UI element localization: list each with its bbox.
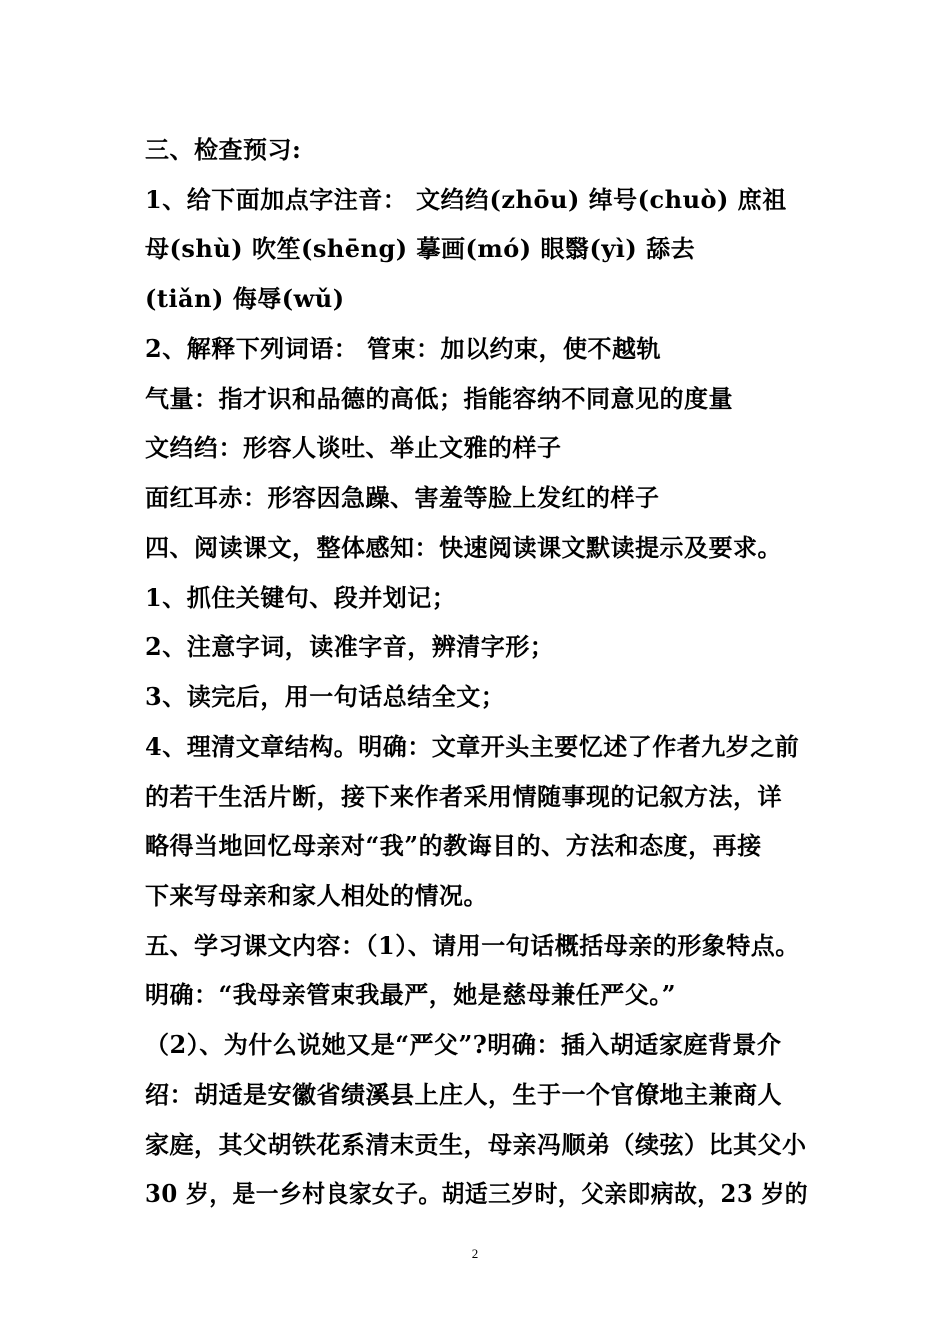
text-line: 家庭，其父胡铁花系清末贡生，母亲冯顺弟（续弦）比其父小	[145, 1130, 807, 1159]
text-line: 四、阅读课文，整体感知：快速阅读课文默读提示及要求。	[145, 533, 782, 562]
text-line: 文绉绉：形容人谈吐、举止文雅的样子	[145, 433, 562, 462]
text-line: 30 岁，是一乡村良家女子。胡适三岁时，父亲即病故，23 岁的	[145, 1179, 809, 1208]
text-line: 绍：胡适是安徽省绩溪县上庄人，生于一个官僚地主兼商人	[145, 1080, 782, 1109]
text-line: 2、解释下列词语： 管束：加以约束，使不越轨	[145, 334, 662, 363]
text-line: 略得当地回忆母亲对“我”的教诲目的、方法和态度，再接	[145, 831, 762, 860]
text-line: (tiǎn) 侮辱(wǔ)	[145, 284, 345, 313]
text-line: 三、检查预习:	[145, 135, 302, 164]
text-line: 4、理清文章结构。明确：文章开头主要忆述了作者九岁之前	[145, 732, 800, 761]
text-line: 下来写母亲和家人相处的情况。	[145, 881, 488, 910]
text-line: 气量：指才识和品德的高低；指能容纳不同意见的度量	[145, 384, 733, 413]
text-line: 五、学习课文内容：（1）、请用一句话概括母亲的形象特点。	[145, 931, 800, 960]
text-line: （2）、为什么说她又是“严父”?明确：插入胡适家庭背景介	[145, 1030, 782, 1059]
text-line: 明确：“我母亲管束我最严，她是慈母兼任严父。”	[145, 980, 677, 1009]
text-line: 1、给下面加点字注音： 文绉绉(zhōu) 绰号(chuò) 庶祖	[145, 185, 787, 214]
text-line: 3、读完后，用一句话总结全文；	[145, 682, 506, 711]
text-line: 2、注意字词，读准字音，辨清字形；	[145, 632, 555, 661]
text-line: 母(shù) 吹笙(shēng) 摹画(mó) 眼翳(yì) 舔去	[145, 234, 696, 263]
text-line: 1、抓住关键句、段并划记；	[145, 583, 457, 612]
text-line: 面红耳赤：形容因急躁、害羞等脸上发红的样子	[145, 483, 660, 512]
page-number: 2	[471, 1246, 479, 1261]
text-line: 的若干生活片断，接下来作者采用情随事现的记叙方法，详	[145, 782, 782, 811]
